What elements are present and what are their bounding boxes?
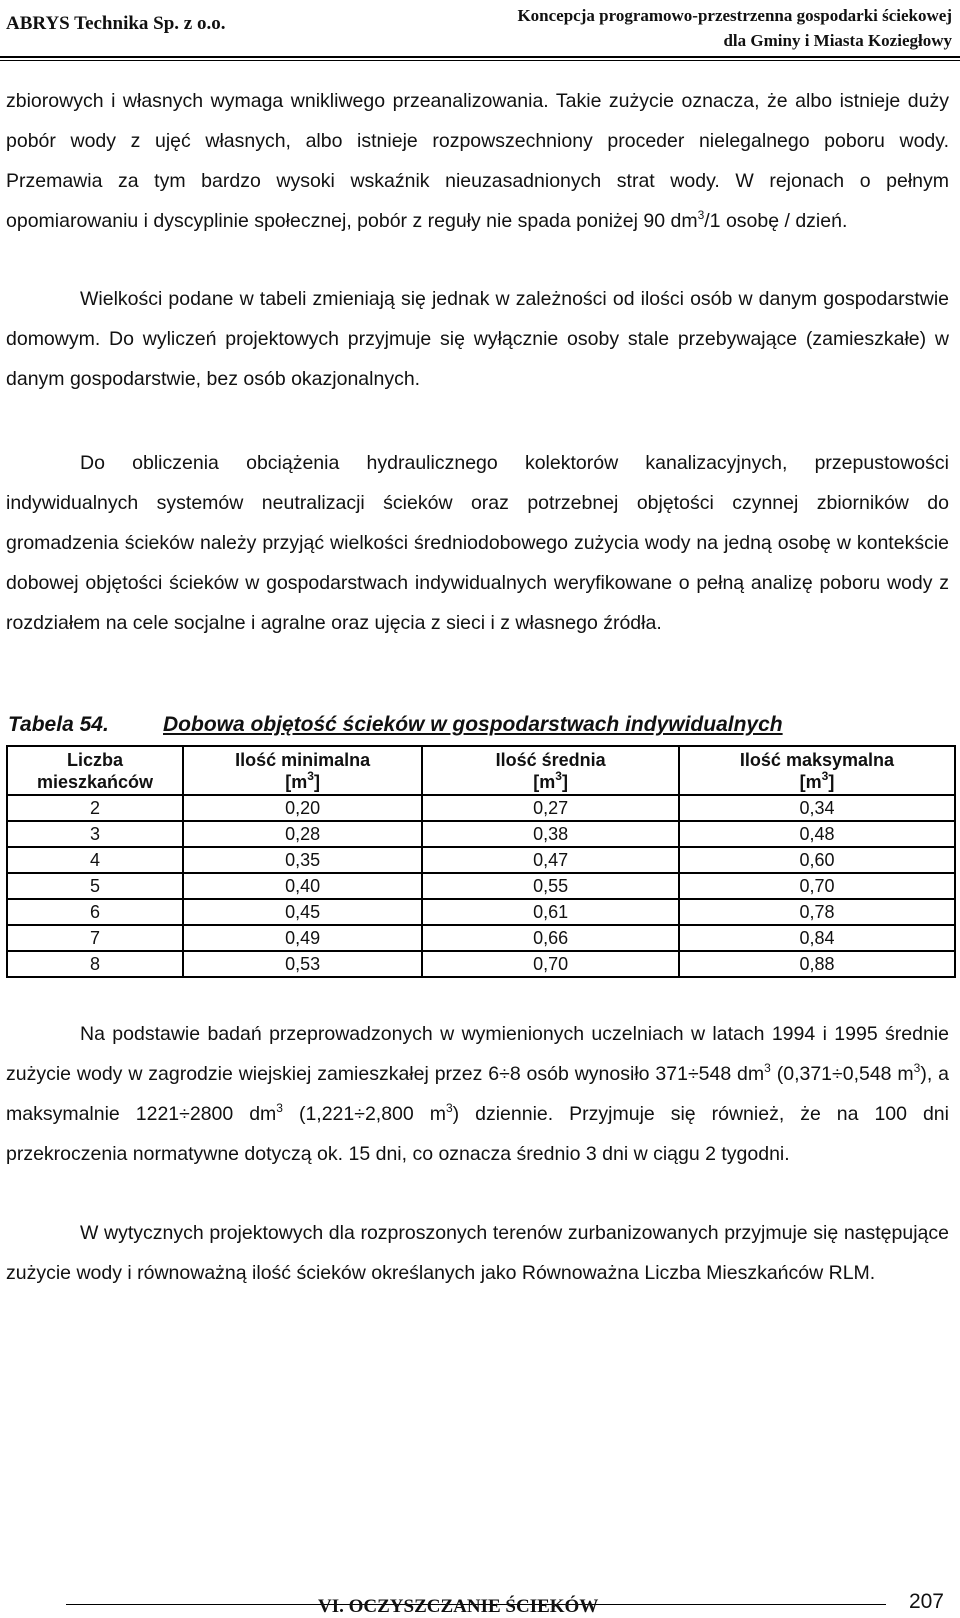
header-min: Ilość minimalna $[m^3]$ [183, 746, 422, 795]
paragraph-hydraulic-load: Do obliczenia obciążenia hydraulicznego kolektorów kanalizacyjnych, przepustowości indywidualnych systemów neutralizacji ścieków oraz potrzebnej objętości czynnej zbiorników do gromadzenia ścieków należy przyjąć wielkości średniodobowego zużycia wody na jedną osobę w kontekście dobowej objętości ścieków w gospodarstwach indywidualnych weryfikowane o pełną analizę poboru wody z rozdziałem na cele socjalne i agralne oraz ujęcia z sieci i z własnego źródła. [6, 452, 949, 634]
table-row [7, 821, 955, 847]
cell-max: 0,70 [679, 873, 955, 899]
cell-avg: 0,47 [422, 847, 679, 873]
cell-max: 0,88 [679, 951, 955, 977]
cell-min: 0,28 [183, 821, 422, 847]
cell-residents: 7 [7, 925, 183, 951]
cell-residents: 8 [7, 951, 183, 977]
table-title: Dobowa objętość ścieków w gospodarstwach indywidualnych [163, 713, 783, 736]
table-row [7, 847, 955, 873]
paragraph-water-usage: zbiorowych i własnych wymaga wnikliwego przeanalizowania. Takie zużycie oznacza, że albo istnieje duży pobór wody z ujęć własnych, albo istnieje rozpowszechniony proceder nielegalnego poboru wody. Przemawia za tym bardzo wysoki wskaźnik nieuzasadnionych strat wody. W rejonach o pełnym opomiarowaniu i dyscyplinie społecznej, pobór z reguły nie spada poniżej 90 $dm^3/1$ osobę / dzień. [6, 90, 949, 232]
cell-min: 0,35 [183, 847, 422, 873]
cell-avg: 0,66 [422, 925, 679, 951]
sewage-volume-table [6, 745, 956, 978]
table-row [7, 795, 955, 821]
cell-residents: 2 [7, 795, 183, 821]
cell-max: 0,34 [679, 795, 955, 821]
table-header-row [7, 746, 955, 795]
header-rule-thick [0, 56, 960, 58]
table-row [7, 873, 955, 899]
paragraph-survey-results: Na podstawie badań przeprowadzonych w wymienionych uczelniach w latach 1994 i 1995 średnie zużycie wody w zagrodzie wiejskiej zamieszkałej przez 6÷8 osób wynosiło 371÷548 $dm^3$ (0,371÷0,548 $m^3$), a maksymalnie 1221÷2800 $dm^3$ (1,221÷2,800 $m^3$) dziennie. Przyjmuje się również, że na 100 dni przekroczenia normatywne dotyczą ok. 15 dni, co oznacza średnio 3 dni w ciągu 2 tygodni. [6, 1023, 950, 1165]
table-row [7, 925, 955, 951]
header-residents: Liczba mieszkańców [7, 746, 183, 795]
header-max: Ilość maksymalna $[m^3]$ [679, 746, 955, 795]
cell-min: 0,45 [183, 899, 422, 925]
header-title-line2: dla Gminy i Miasta Koziegłowy [723, 31, 952, 50]
cell-residents: 6 [7, 899, 183, 925]
cell-min: 0,20 [183, 795, 422, 821]
cell-residents: 4 [7, 847, 183, 873]
header-rule-thin [0, 60, 960, 61]
cell-min: 0,40 [183, 873, 422, 899]
paragraph-design-guidelines: W wytycznych projektowych dla rozproszonych terenów zurbanizowanych przyjmuje się następujące zużycie wody i równoważną ilość ścieków określanych jako Równoważna Liczba Mieszkańców RLM. [6, 1222, 949, 1284]
header-document-title [517, 3, 952, 53]
footer-section-title: VI. OCZYSZCZANIE ŚCIEKÓW [318, 1596, 599, 1617]
cell-max: 0,84 [679, 925, 955, 951]
page-number: 207 [908, 1590, 944, 1613]
cell-avg: 0,55 [422, 873, 679, 899]
table-row [7, 899, 955, 925]
header-title-line1: Koncepcja programowo-przestrzenna gospodarki ściekowej [517, 6, 952, 25]
cell-min: 0,49 [183, 925, 422, 951]
cell-avg: 0,38 [422, 821, 679, 847]
table-number: Tabela 54. [8, 713, 109, 736]
cell-avg: 0,70 [422, 951, 679, 977]
table-caption [8, 713, 783, 737]
table-row [7, 951, 955, 977]
cell-min: 0,53 [183, 951, 422, 977]
cell-max: 0,48 [679, 821, 955, 847]
cell-max: 0,60 [679, 847, 955, 873]
cell-avg: 0,27 [422, 795, 679, 821]
cell-residents: 3 [7, 821, 183, 847]
cell-residents: 5 [7, 873, 183, 899]
cell-avg: 0,61 [422, 899, 679, 925]
cell-max: 0,78 [679, 899, 955, 925]
header-company: ABRYS Technika Sp. z o.o. [6, 13, 226, 34]
paragraph-household-size: Wielkości podane w tabeli zmieniają się jednak w zależności od ilości osób w danym gospodarstwie domowym. Do wyliczeń projektowych przyjmuje się wyłącznie osoby stale przebywające (zamieszkałe) w danym gospodarstwie, bez osób okazjonalnych. [6, 288, 949, 390]
header-avg: Ilość średnia $[m^3]$ [422, 746, 679, 795]
